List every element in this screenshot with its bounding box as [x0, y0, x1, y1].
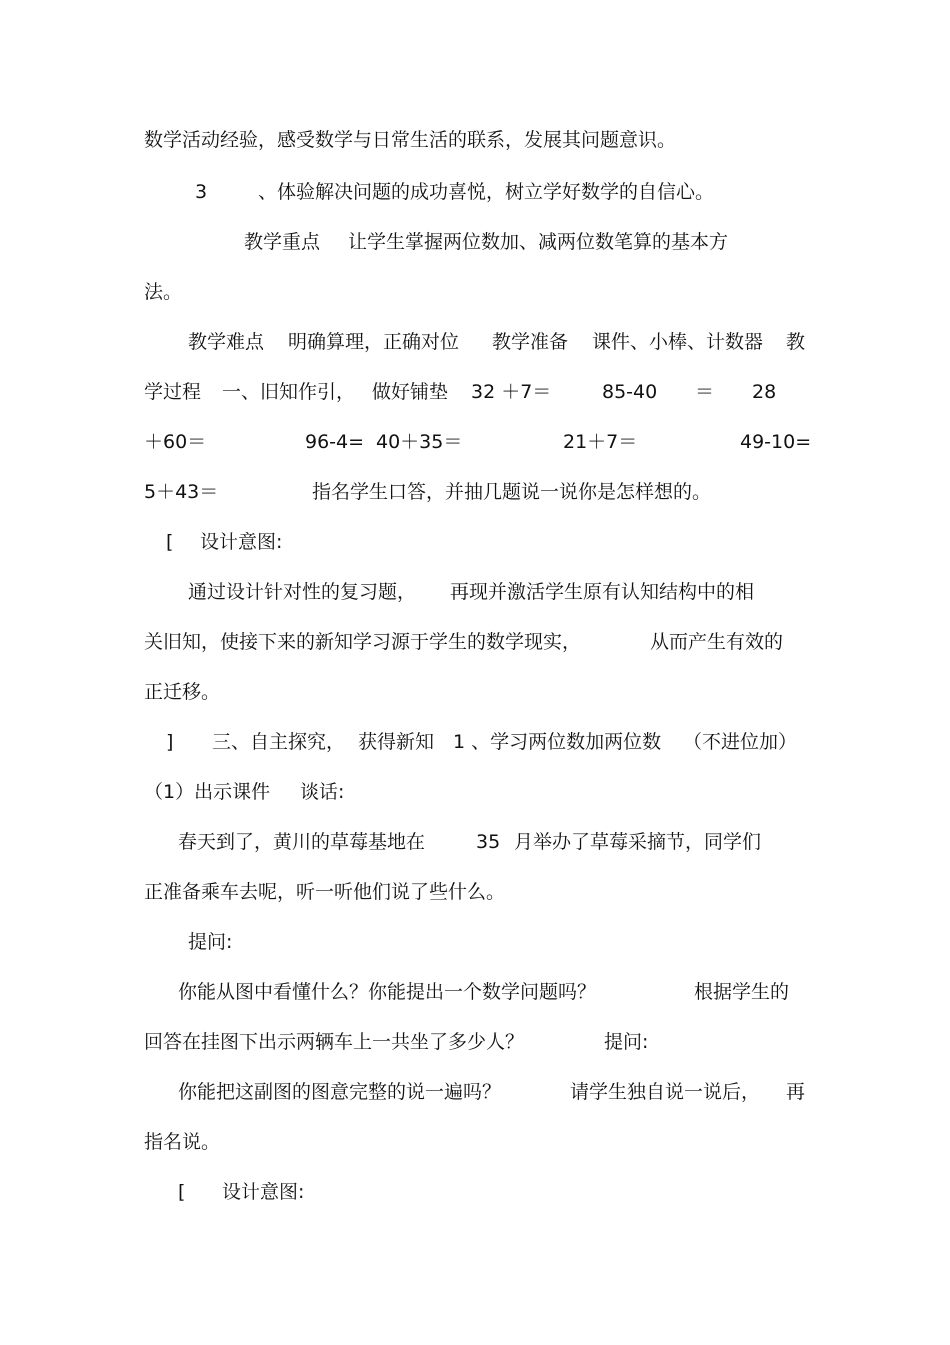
paragraph-text: 关旧知，使接下来的新知学习源于学生的数学现实，	[144, 631, 582, 653]
paragraph-line: 正准备乘车去呢，听一听他们说了些什么。	[144, 881, 506, 903]
paragraph-text: 请学生独自说一说后，	[570, 1081, 761, 1103]
math-exercise: ＋60＝	[144, 431, 207, 453]
section-label: 设计意图:	[200, 531, 283, 553]
step-label: （1）出示课件	[144, 781, 271, 803]
paragraph-line: 、体验解决问题的成功喜悦，树立学好数学的自信心。	[258, 181, 715, 203]
paragraph-text: 从而产生有效的	[650, 631, 784, 653]
step-label: 提问:	[188, 931, 233, 953]
paragraph-text: 你能把这副图的图意完整的说一遍吗？	[178, 1081, 502, 1103]
paragraph-text: 你能从图中看懂什么？你能提出一个数学问题吗？	[178, 981, 597, 1003]
paragraph-text: 一、旧知作引，	[222, 381, 356, 403]
math-exercise: 85-40	[602, 381, 658, 403]
paragraph-text: 月举办了草莓采摘节，同学们	[514, 831, 762, 853]
paragraph-line: 法。	[144, 281, 183, 303]
paragraph-text: 回答在挂图下出示两辆车上一共坐了多少人？	[144, 1031, 525, 1053]
step-label: 提问:	[604, 1031, 649, 1053]
bracket: ]	[166, 731, 174, 753]
paragraph-line: 数学活动经验，感受数学与日常生活的联系，发展其问题意识。	[144, 129, 677, 151]
paragraph-text: 教	[786, 331, 806, 353]
section-label: 设计意图:	[222, 1181, 305, 1203]
math-exercise: ＝	[695, 381, 715, 403]
paragraph-text: 做好铺垫	[372, 381, 449, 403]
section-heading: 获得新知	[358, 731, 435, 753]
paragraph-line: 指名说。	[144, 1131, 221, 1153]
section-label: 教学难点	[188, 331, 265, 353]
list-number: 3	[195, 181, 208, 203]
paragraph-text: 35	[476, 831, 501, 853]
paragraph-line: 正迁移。	[144, 681, 221, 703]
math-exercise: 96-4=	[305, 431, 365, 453]
step-label: 谈话:	[300, 781, 345, 803]
math-exercise: 40＋35＝	[376, 431, 463, 453]
math-exercise: 5＋43＝	[144, 481, 219, 503]
math-exercise: 32 ＋7＝	[471, 381, 552, 403]
paragraph-text: 指名学生口答，并抽几题说一说你是怎样想的。	[312, 481, 712, 503]
bracket: [	[166, 531, 174, 553]
subsection-heading: 1 、学习两位数加两位数	[453, 731, 662, 753]
section-label: 学过程	[144, 381, 202, 403]
section-heading: 三、自主探究，	[212, 731, 346, 753]
section-label: 教学重点	[244, 231, 321, 253]
paragraph-text: 再现并激活学生原有认知结构中的相	[450, 581, 755, 603]
paragraph-text: 根据学生的	[694, 981, 790, 1003]
paragraph-text: 春天到了，黄川的草莓基地在	[178, 831, 426, 853]
math-exercise: 49-10=	[740, 431, 812, 453]
math-exercise: 21＋7＝	[563, 431, 638, 453]
paragraph-line: 让学生掌握两位数加、减两位数笔算的基本方	[348, 231, 729, 253]
subsection-note: （不进位加）	[683, 731, 798, 753]
paragraph-text: 通过设计针对性的复习题，	[188, 581, 417, 603]
paragraph-text: 再	[786, 1081, 806, 1103]
math-exercise: 28	[752, 381, 777, 403]
bracket: [	[178, 1181, 186, 1203]
paragraph-text: 明确算理，正确对位	[288, 331, 460, 353]
section-label: 教学准备	[492, 331, 569, 353]
paragraph-text: 课件、小棒、计数器	[592, 331, 764, 353]
